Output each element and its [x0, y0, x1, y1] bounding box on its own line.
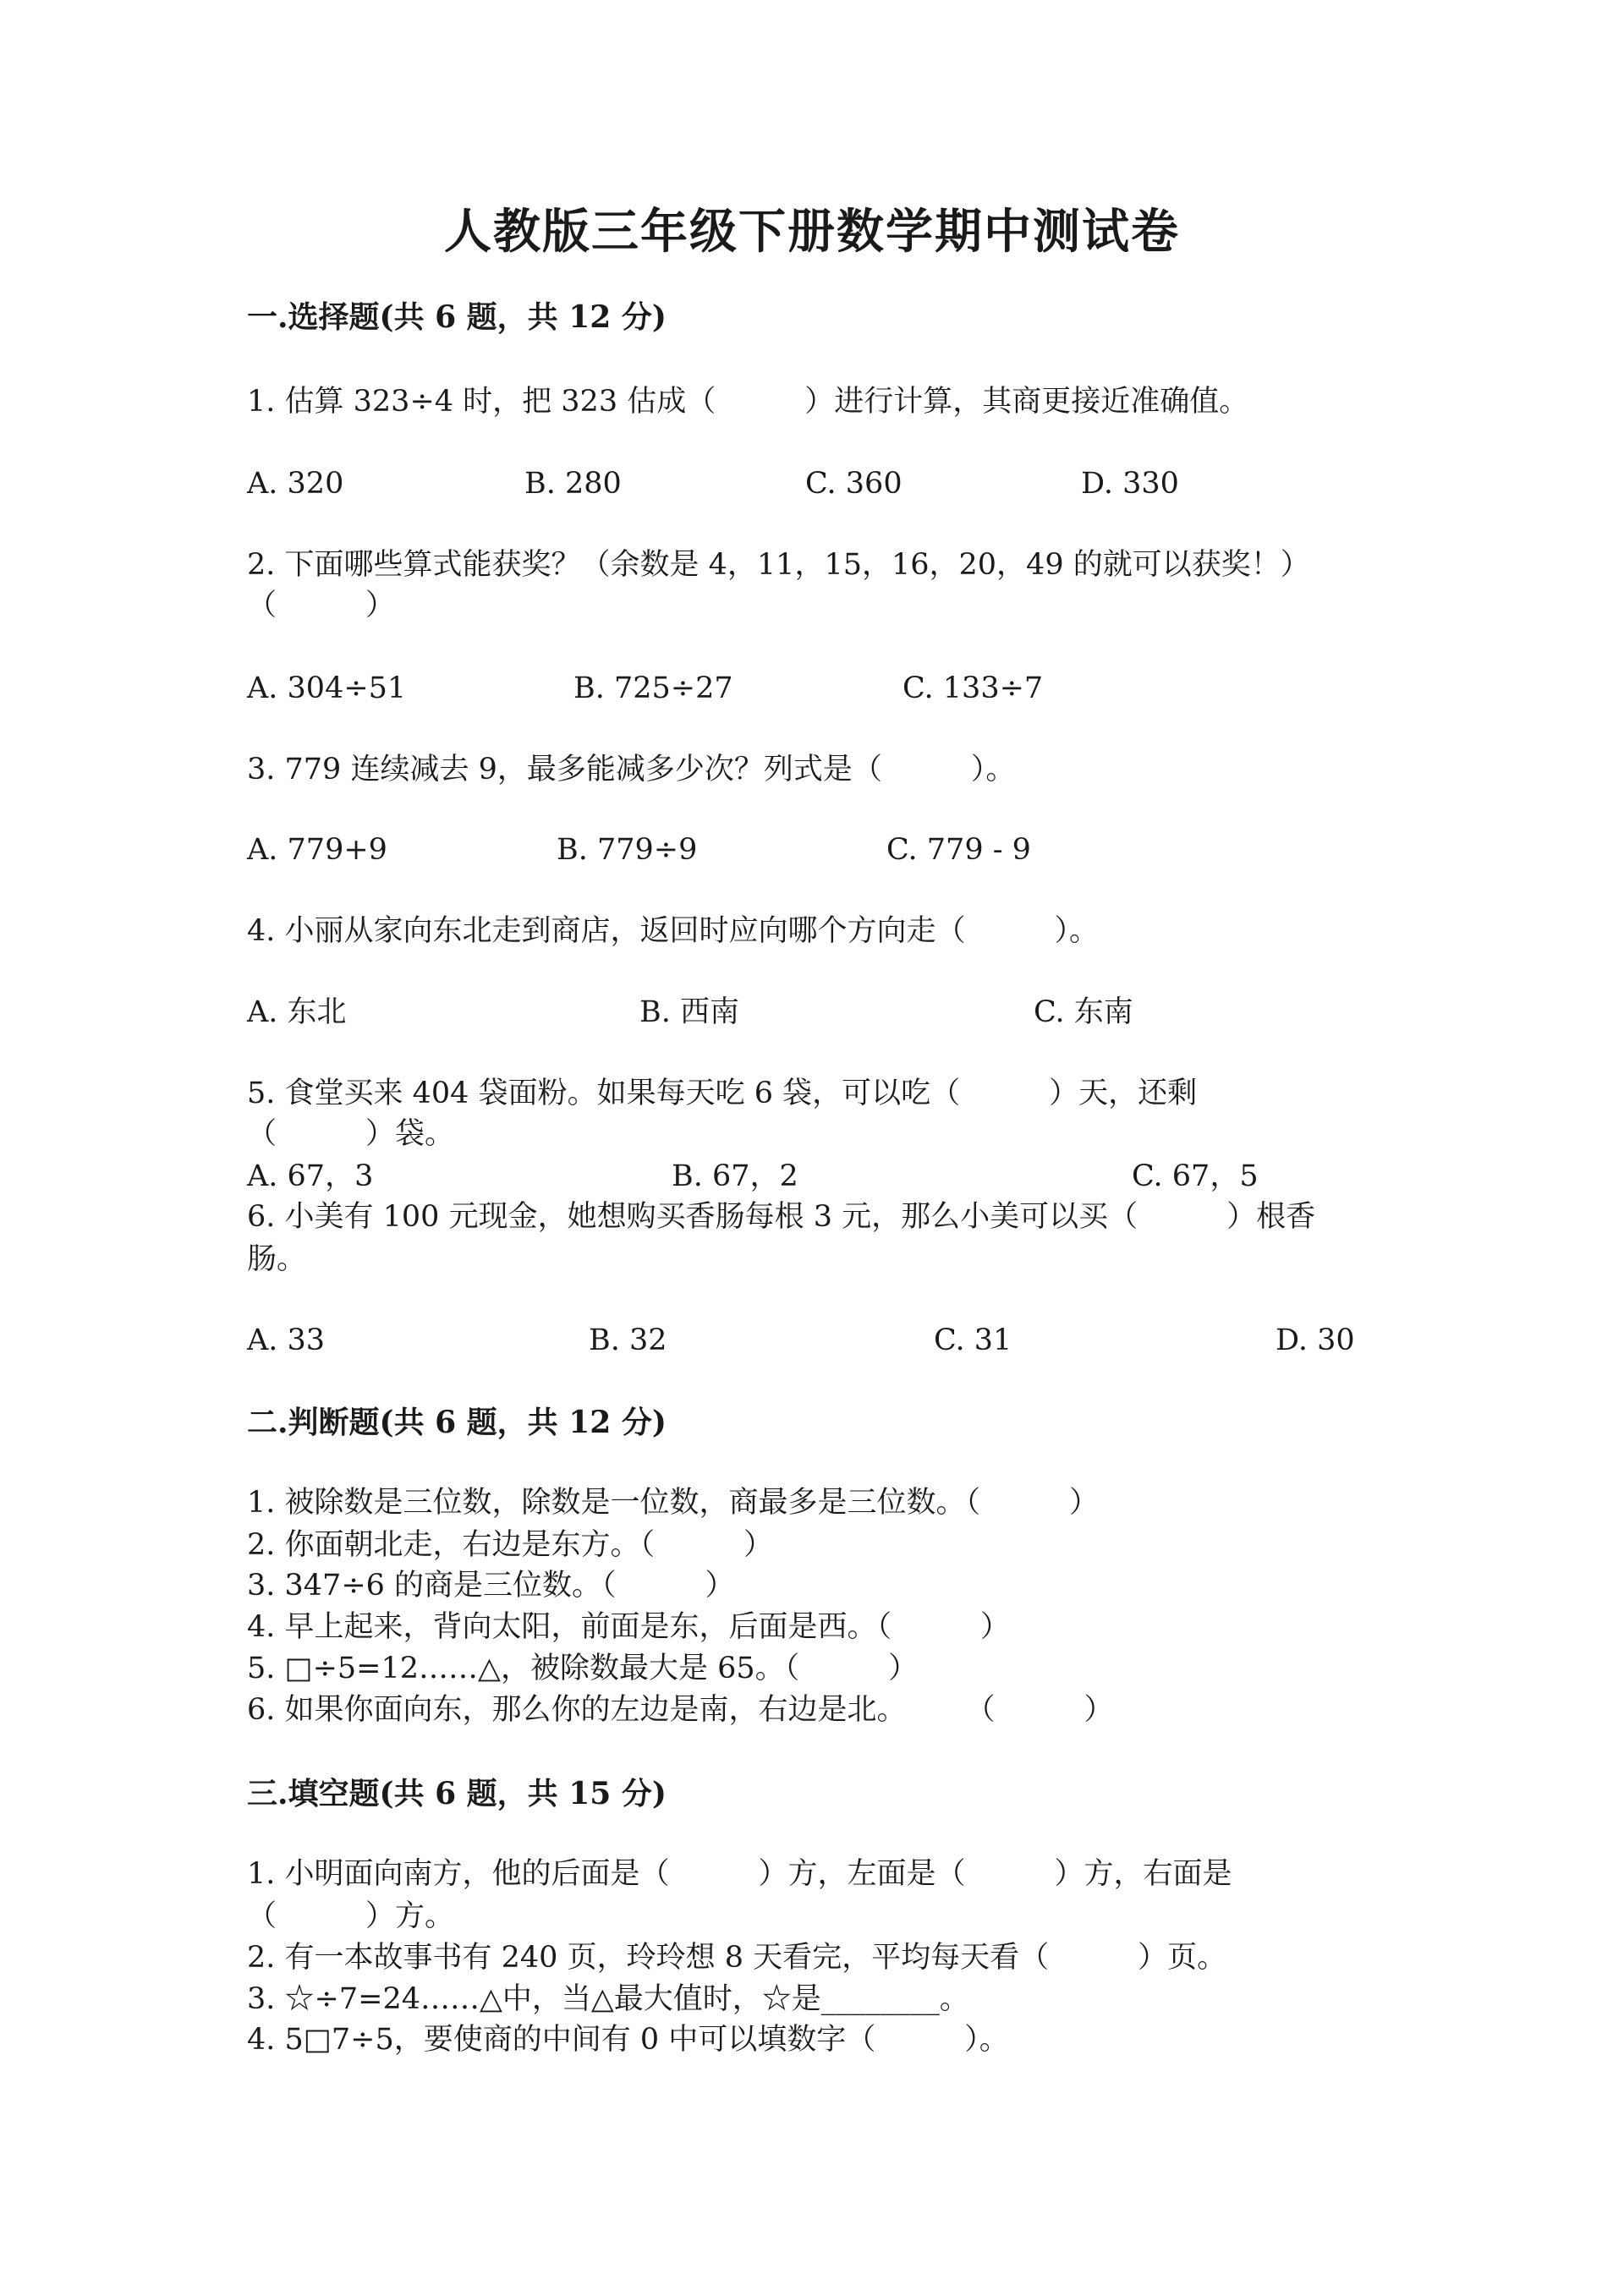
question-6-option-c: C. 31 — [934, 1323, 1012, 1357]
question-5-option-b: B. 67，2 — [672, 1159, 798, 1193]
judgement-item-5: 5. □÷5=12……△，被除数最大是 65。（ ） — [247, 1652, 919, 1685]
fill-item-1: 1. 小明面向南方，他的后面是（ ）方，左面是（ ）方，右面是 — [247, 1857, 1232, 1891]
question-4-option-c: C. 东南 — [1034, 995, 1133, 1029]
question-2-option-c: C. 133÷7 — [903, 671, 1044, 705]
question-4-option-b: B. 西南 — [639, 995, 739, 1029]
question-2-option-a: A. 304÷51 — [247, 671, 407, 705]
fill-item-3: 3. ☆÷7=24……△中，当△最大值时，☆是________。 — [247, 1982, 969, 2016]
fill-item-2: 2. 有一本故事书有 240 页，玲玲想 8 天看完，平均每天看（ ）页。 — [247, 1941, 1227, 1975]
question-6-option-a: A. 33 — [247, 1323, 326, 1357]
question-6-text: 6. 小美有 100 元现金，她想购买香肠每根 3 元，那么小美可以买（ ）根香 — [247, 1200, 1316, 1234]
question-1-text: 1. 估算 323÷4 时，把 323 估成（ ）进行计算，其商更接近准确值。 — [247, 385, 1249, 419]
judgement-item-6: 6. 如果你面向东，那么你的左边是南，右边是北。 （ ） — [247, 1693, 1114, 1727]
judgement-item-1: 1. 被除数是三位数，除数是一位数，商最多是三位数。（ ） — [247, 1486, 1100, 1520]
question-1-option-d: D. 330 — [1081, 467, 1179, 501]
question-3-option-b: B. 779÷9 — [557, 833, 698, 867]
question-2-text-cont: （ ） — [247, 589, 396, 622]
fill-item-1-cont: （ ）方。 — [247, 1899, 455, 1933]
question-5-option-a: A. 67，3 — [247, 1159, 374, 1193]
question-4-option-a: A. 东北 — [247, 995, 347, 1029]
section-heading-fill-blank: 三.填空题(共 6 题，共 15 分) — [247, 1776, 667, 1811]
question-4-text: 4. 小丽从家向东北走到商店，返回时应向哪个方向走（ ）。 — [247, 914, 1100, 948]
question-5-option-c: C. 67，5 — [1132, 1159, 1259, 1193]
question-6-option-d: D. 30 — [1276, 1323, 1355, 1357]
section-heading-choice: 一.选择题(共 6 题，共 12 分) — [247, 299, 667, 335]
question-3-option-a: A. 779+9 — [247, 833, 387, 867]
question-6-text-cont: 肠。 — [247, 1242, 307, 1276]
question-1-option-a: A. 320 — [247, 467, 344, 501]
page-title: 人教版三年级下册数学期中测试卷 — [444, 204, 1180, 260]
question-1-option-c: C. 360 — [805, 467, 903, 501]
question-1-option-b: B. 280 — [524, 467, 622, 501]
section-heading-judgement: 二.判断题(共 6 题，共 12 分) — [247, 1405, 667, 1440]
judgement-item-4: 4. 早上起来，背向太阳，前面是东，后面是西。（ ） — [247, 1610, 1011, 1644]
question-6-option-b: B. 32 — [589, 1323, 667, 1357]
question-5-text-cont: （ ）袋。 — [247, 1117, 455, 1151]
question-5-text: 5. 食堂买来 404 袋面粉。如果每天吃 6 袋，可以吃（ ）天，还剩 — [247, 1077, 1198, 1110]
fill-item-4: 4. 5□7÷5，要使商的中间有 0 中可以填数字（ ）。 — [247, 2023, 1009, 2057]
judgement-item-3: 3. 347÷6 的商是三位数。（ ） — [247, 1569, 735, 1603]
judgement-item-2: 2. 你面朝北走，右边是东方。（ ） — [247, 1528, 774, 1562]
question-3-text: 3. 779 连续减去 9，最多能减多少次？列式是（ ）。 — [247, 753, 1016, 786]
question-2-option-b: B. 725÷27 — [573, 671, 733, 705]
question-2-text: 2. 下面哪些算式能获奖？（余数是 4，11，15，16，20，49 的就可以获奖！） — [247, 548, 1310, 582]
question-3-option-c: C. 779 - 9 — [886, 833, 1031, 867]
